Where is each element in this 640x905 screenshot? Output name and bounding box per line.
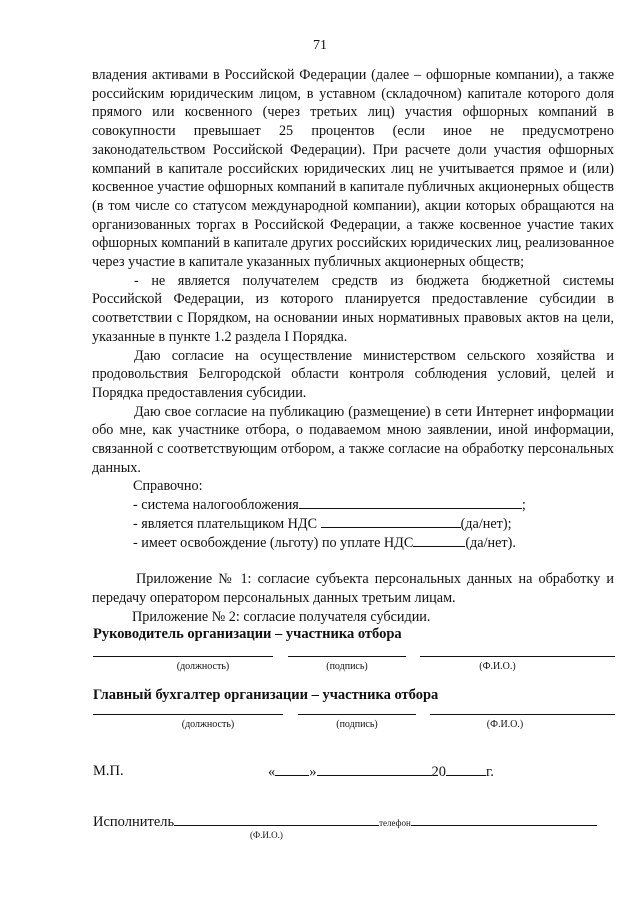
executor-label: Исполнитель xyxy=(93,814,175,830)
accountant-position-line[interactable] xyxy=(93,714,283,715)
appendix-2: Приложение № 2: согласие получателя субсидии. xyxy=(132,608,431,625)
accountant-signature-title: Главный бухгалтер организации – участника отбора xyxy=(93,687,439,703)
page-number: 71 xyxy=(313,38,327,53)
executor-row xyxy=(93,813,615,840)
head-signature-title: Руководитель организации – участника отбора xyxy=(93,626,402,642)
reference-vat-exempt: - имеет освобождение (льготу) по уплате НДС (да/нет). xyxy=(133,534,516,551)
paragraph-offshore: владения активами в Российской Федерации (далее – офшорные компании), а также российским юридическим лицом, в уставном (складочном) капитале которого доля прямого или косвенного (через третьих лиц) участия офшорных компаний в совокупности превышает 25 процентов (если иное не предусмотрено законодательством Российской Федерации). При расчете доли участия офшорных компаний в капитале российских юридических лиц не учитывается прямое и (или) косвенное участие офшорных компаний в капитале публичных акционерных обществ (в том числе со статусом международной компании), акции которых обращаются на организованных торгах в Российской Федерации, а также косвенное участие таких офшорных компаний в капитале других российских юридических лиц, реализованное через участие в капитале указанных публичных акционерных обществ; xyxy=(92,67,614,271)
date-month-blank[interactable] xyxy=(317,763,432,776)
date-year-blank[interactable] xyxy=(446,763,486,776)
accountant-name-caption: (Ф.И.О.) xyxy=(486,719,524,730)
accountant-signature-row xyxy=(93,714,615,744)
executor-name-blank[interactable] xyxy=(174,813,379,826)
accountant-signature-line[interactable] xyxy=(298,714,416,715)
paragraph-publication-consent: Даю свое согласие на публикацию (размещение) в сети Интернет информации обо мне, как участнике отбора, о подаваемом мною заявлении, иной информации, связанной с соответствующим отбором, а также согласие на обработку персональных данных. xyxy=(92,403,614,476)
reference-tax-system: - система налогообложения ; xyxy=(133,497,526,514)
vat-exempt-blank[interactable] xyxy=(413,534,465,547)
accountant-name-line[interactable] xyxy=(430,714,615,715)
head-position-caption: (должность) xyxy=(176,661,230,672)
head-position-line[interactable] xyxy=(93,656,273,657)
appendix-1: Приложение № 1: согласие субъекта персональных данных на обработку и передачу оператором персональных данных третьим лицам. xyxy=(92,571,614,606)
appendices xyxy=(92,570,614,626)
phone-blank[interactable] xyxy=(411,813,597,826)
head-signature-row xyxy=(93,656,615,686)
reference-title: Справочно: xyxy=(133,478,203,495)
stamp-mark: М.П. xyxy=(93,763,124,779)
date-field: « » 20 г. xyxy=(268,764,494,780)
document-body xyxy=(92,66,614,626)
head-signature-line[interactable] xyxy=(288,656,406,657)
head-name-line[interactable] xyxy=(420,656,615,657)
accountant-signature-caption: (подпись) xyxy=(336,719,378,730)
vat-payer-blank[interactable] xyxy=(321,515,461,528)
reference-vat-payer: - является плательщиком НДС (да/нет); xyxy=(133,515,512,532)
paragraph-control-consent: Даю согласие на осуществление министерством сельского хозяйства и продовольствия Белгородской области контроля соблюдения условий, целей и Порядка предоставления субсидии. xyxy=(92,347,614,401)
head-name-caption: (Ф.И.О.) xyxy=(479,661,516,672)
reference-block xyxy=(92,477,614,552)
tax-system-blank[interactable] xyxy=(299,496,522,509)
phone-label: телефон xyxy=(379,818,411,828)
executor-name-caption: (Ф.И.О.) xyxy=(250,830,283,840)
paragraph-budget: - не является получателем средств из бюджета бюджетной системы Российской Федерации, из которого планируется предоставление субсидии в соответствии с Порядком, на основании иных нормативных правовых актов на цели, указанные в пункте 1.2 раздела I Порядка. xyxy=(92,272,614,345)
stamp-date-row xyxy=(93,763,615,780)
accountant-position-caption: (должность) xyxy=(181,719,235,730)
date-day-blank[interactable] xyxy=(275,763,309,776)
head-signature-caption: (подпись) xyxy=(326,661,368,672)
